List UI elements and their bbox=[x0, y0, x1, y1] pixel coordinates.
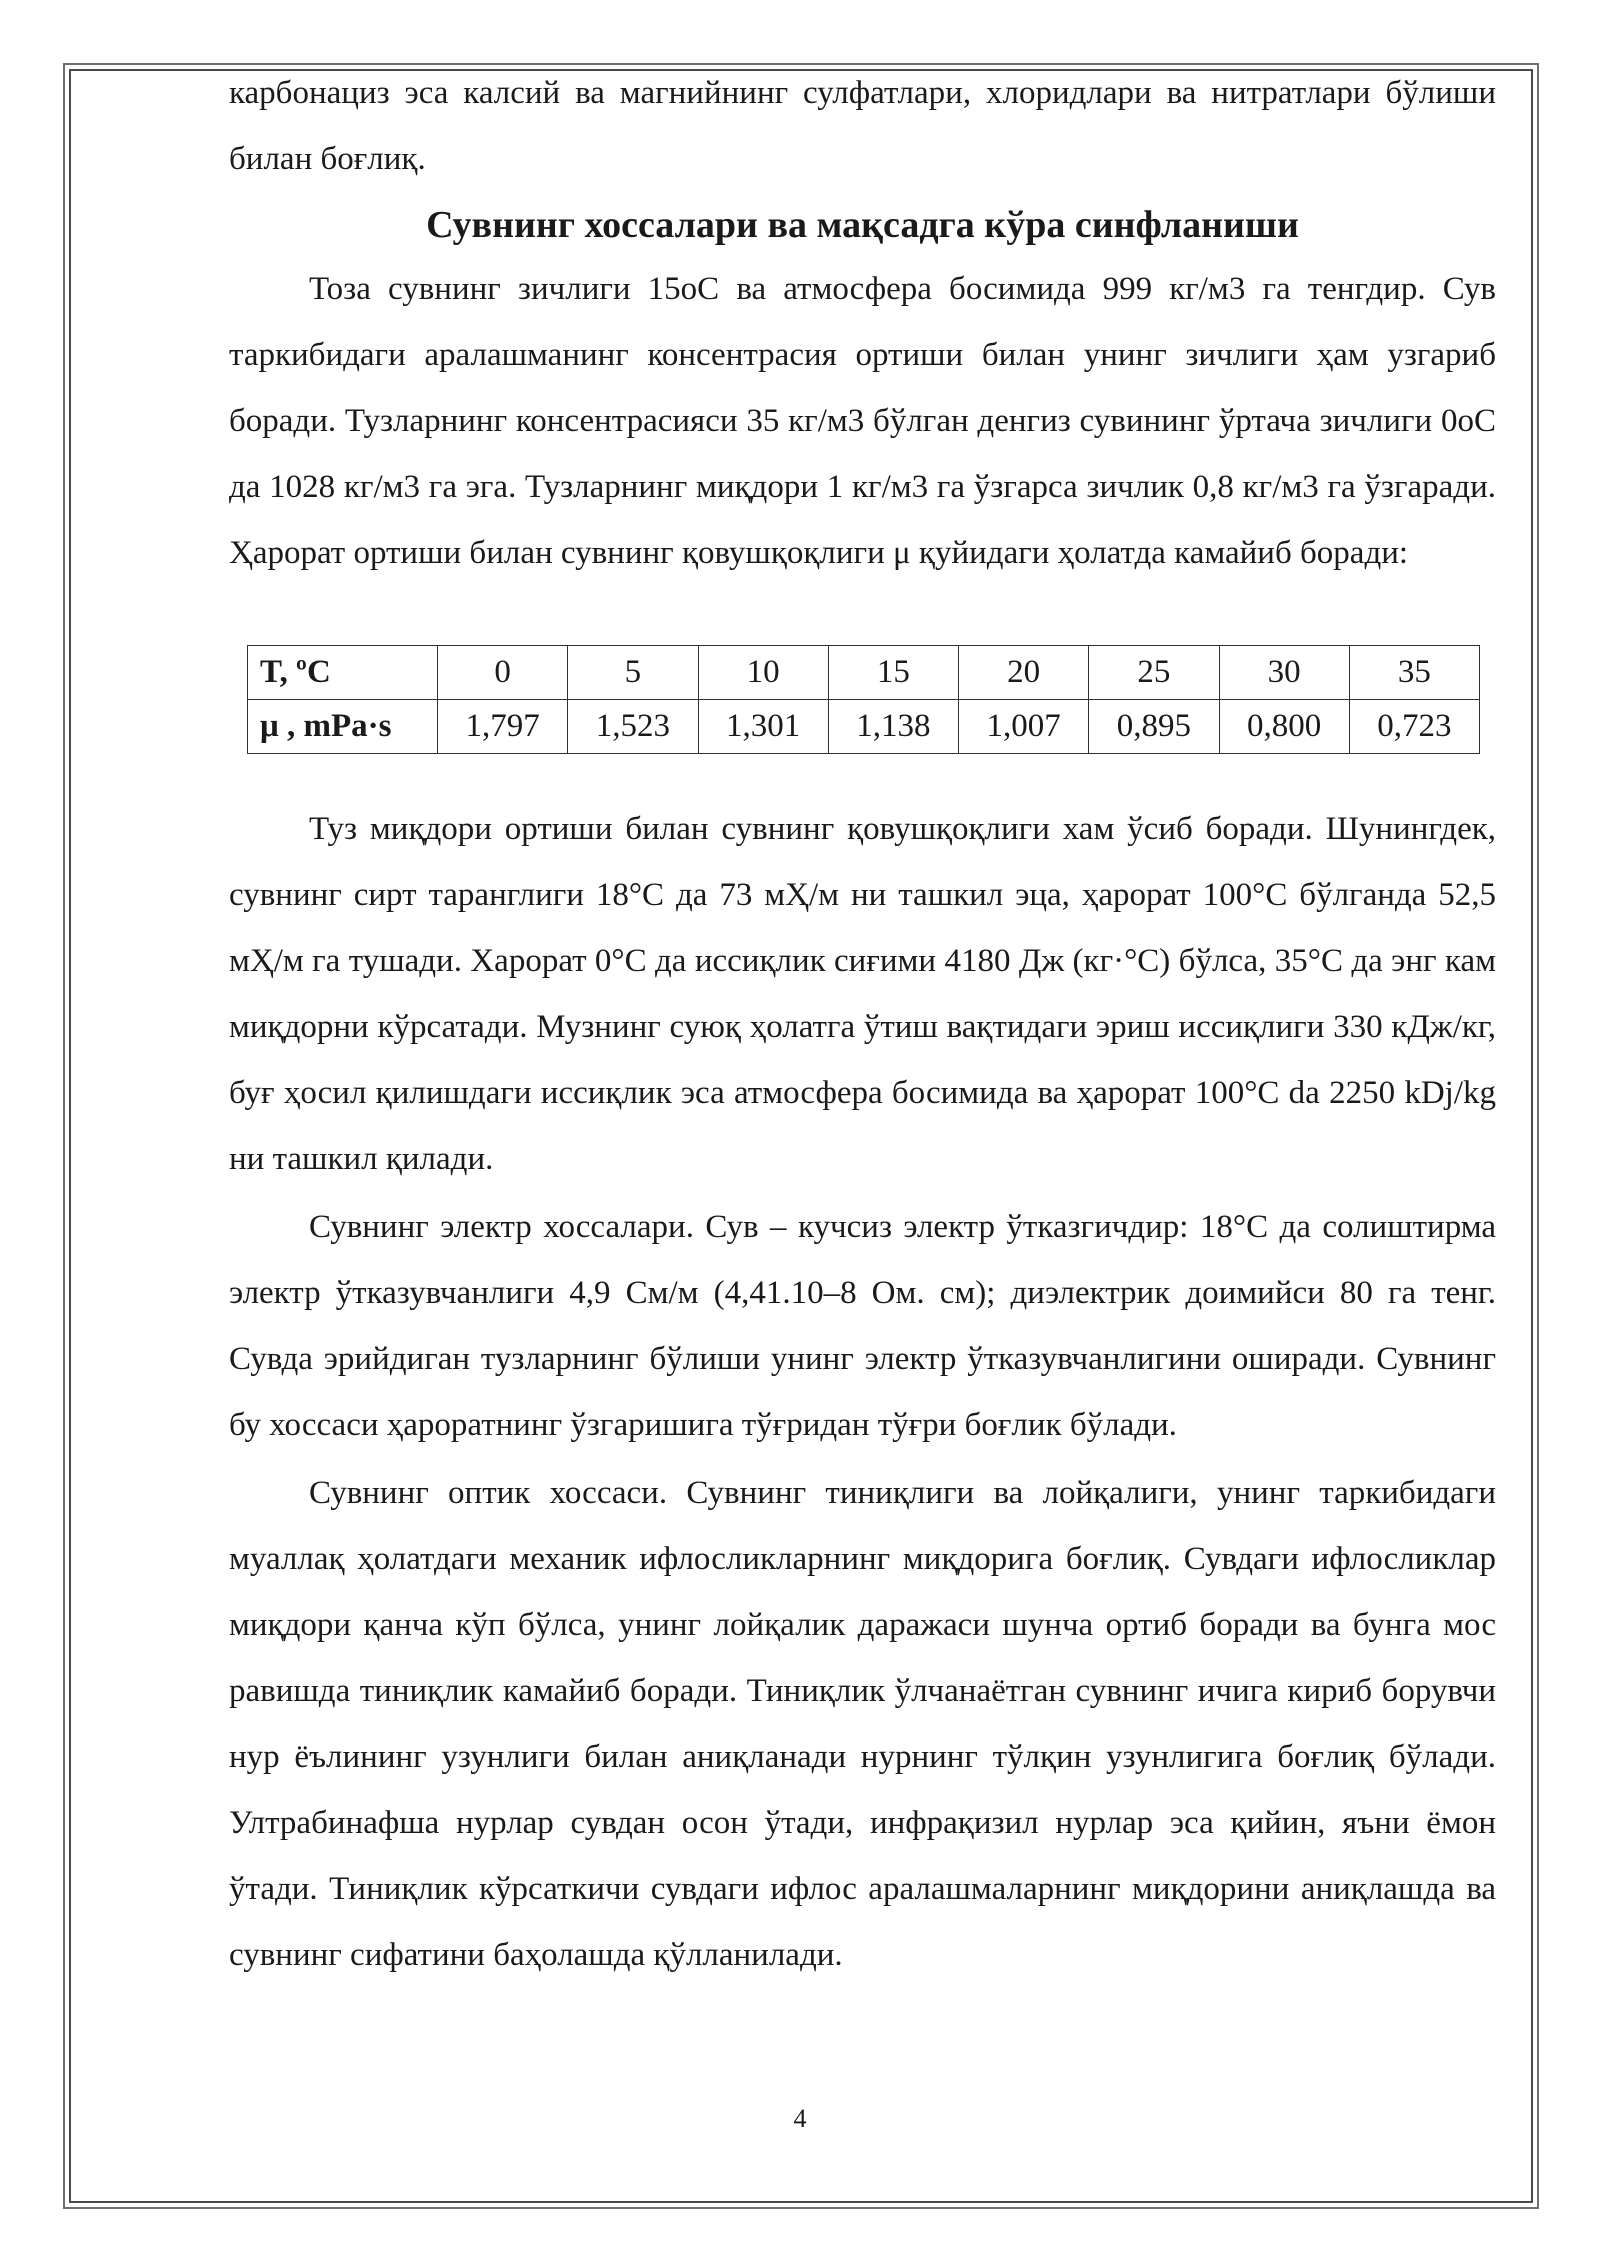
table-cell: 30 bbox=[1219, 646, 1349, 700]
table-cell: 20 bbox=[959, 646, 1089, 700]
table-cell: 1,797 bbox=[438, 700, 568, 754]
table-cell: 1,138 bbox=[828, 700, 958, 754]
table-cell: 0,800 bbox=[1219, 700, 1349, 754]
table-cell: 25 bbox=[1089, 646, 1219, 700]
paragraph-density: Тоза сувнинг зичлиги 15оС ва атмосфера босимида 999 кг/м3 га тенгдир. Сув таркибидаги аралашманинг консентрасия ортиши билан унинг зичлиги ҳам узгариб боради. Тузларнинг консентрасияси 35 кг/м3 бўлган денгиз сувининг ўртача зичлиги 0оС да 1028 кг/м3 га эга. Тузларнинг миқдори 1 кг/м3 га ўзгарса зичлик 0,8 кг/м3 га ўзгаради. Ҳарорат ортиши билан сувнинг қовушқоқлиги μ қуйидаги ҳолатда камайиб боради: bbox=[229, 271, 1496, 571]
table-cell: 0,723 bbox=[1349, 700, 1479, 754]
table-cell: 1,523 bbox=[568, 700, 698, 754]
section-heading: Сувнинг хоссалари ва мақсадга кўра синфланиши bbox=[426, 204, 1299, 246]
table-cell: 10 bbox=[698, 646, 828, 700]
table-row-temperature bbox=[248, 646, 1480, 700]
table-cell: 1,007 bbox=[959, 700, 1089, 754]
table-cell: 5 bbox=[568, 646, 698, 700]
document-body bbox=[229, 60, 1496, 1988]
page-number: 4 bbox=[793, 2104, 807, 2133]
paragraph-surface-tension: Туз миқдори ортиши билан сувнинг қовушқоқлиги хам ўсиб боради. Шунингдек, сувнинг сирт таранглиги 18°С да 73 мҲ/м ни ташкил эца, ҳарорат 100°С бўлганда 52,5 мҲ/м га тушади. Харорат 0°С да иссиқлик сиғими 4180 Дж (кг·°С) бўлса, 35°С да энг кам миқдорни кўрсатади. Музнинг суюқ ҳолатга ўтиш вақтидаги эриш иссиқлиги 330 кДж/кг, буғ ҳосил қилишдаги иссиқлик эса атмосфера босимида ва ҳарорат 100°С da 2250 kDj/kg ни ташкил қилади. bbox=[229, 811, 1496, 1177]
table-cell: 1,301 bbox=[698, 700, 828, 754]
table-row-viscosity bbox=[248, 700, 1480, 754]
table-header-temperature: T, ºC bbox=[248, 646, 438, 700]
paragraph-continuation: карбонациз эса калсий ва магнийнинг сулфатлари, хлоридлари ва нитратлари бўлиши билан боғлиқ. bbox=[229, 75, 1496, 177]
paragraph-electrical: Сувнинг электр хоссалари. Сув – кучсиз электр ўтказгичдир: 18°С да солиштирма электр ўтказувчанлиги 4,9 См/м (4,41.10–8 Ом. см); диэлектрик доимийси 80 га тенг. Сувда эрийдиган тузларнинг бўлиши унинг электр ўтказувчанлигини оширади. Сувнинг бу хоссаси ҳароратнинг ўзгаришига тўғридан тўғри боғлик бўлади. bbox=[229, 1209, 1496, 1443]
table-cell: 0,895 bbox=[1089, 700, 1219, 754]
viscosity-table bbox=[247, 645, 1480, 754]
table-cell: 35 bbox=[1349, 646, 1479, 700]
viscosity-table-wrap bbox=[229, 645, 1496, 754]
table-cell: 0 bbox=[438, 646, 568, 700]
paragraph-optical: Сувнинг оптик хоссаси. Сувнинг тиниқлиги ва лойқалиги, унинг таркибидаги муаллақ ҳолатдаги механик ифлосликларнинг миқдорига боғлиқ. Сувдаги ифлосликлар миқдори қанча кўп бўлса, унинг лойқалик даражаси шунча ортиб боради ва бунга мос равишда тиниқлик камайиб боради. Тиниқлик ўлчанаётган сувнинг ичига кириб борувчи нур ёълининг узунлиги билан аниқланади нурнинг тўлқин узунлигига боғлиқ бўлади. Ултрабинафша нурлар сувдан осон ўтади, инфрақизил нурлар эса қийин, яъни ёмон ўтади. Тиниқлик кўрсаткичи сувдаги ифлос аралашмаларнинг миқдорини аниқлашда ва сувнинг сифатини баҳолашда қўлланилади. bbox=[229, 1475, 1496, 1973]
table-header-viscosity: μ , mPa·s bbox=[248, 700, 438, 754]
table-cell: 15 bbox=[828, 646, 958, 700]
